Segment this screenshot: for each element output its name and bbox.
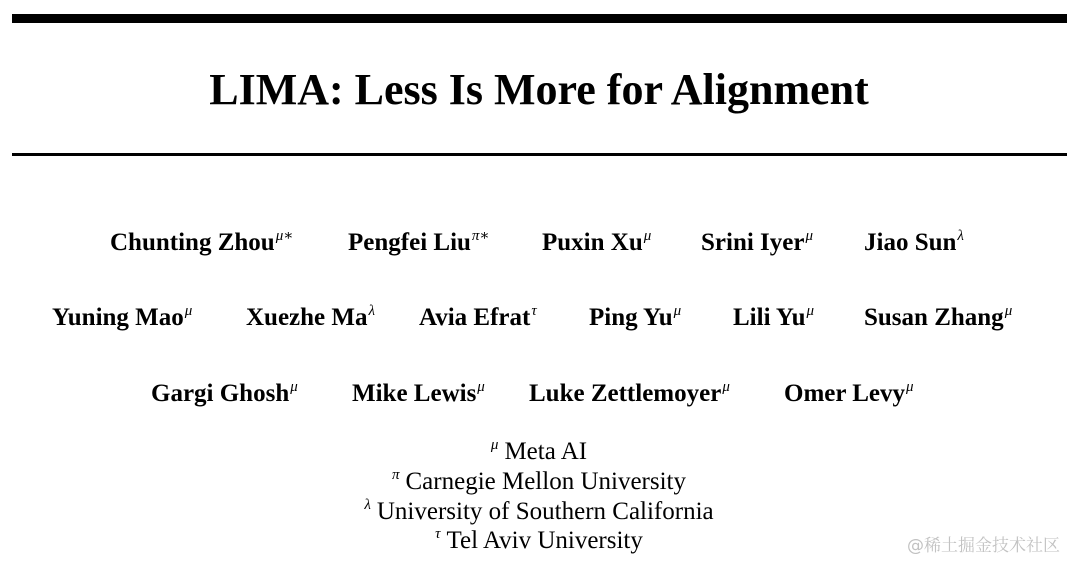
affiliation-mark: μ <box>184 303 193 319</box>
affiliation-mark: μ <box>722 379 730 395</box>
affiliation-cmu <box>0 467 1078 497</box>
author-mike-lewis <box>352 379 485 409</box>
affiliation-name: University of Southern California <box>376 498 714 525</box>
author-omer-levy <box>784 379 914 409</box>
author-xuezhe-ma <box>246 303 375 333</box>
author-jiao-sun <box>864 228 964 258</box>
affiliation-usc <box>0 497 1078 527</box>
author-susan-zhang <box>864 303 1012 333</box>
affiliation-mark: μ∗ <box>275 228 294 244</box>
author-name: Puxin Xu <box>542 229 643 256</box>
affiliation-mark: λ <box>364 497 371 513</box>
author-name: Srini Iyer <box>701 229 805 256</box>
author-ping-yu <box>589 303 681 333</box>
author-name: Luke Zettlemoyer <box>529 380 722 407</box>
watermark: @稀土掘金技术社区 <box>907 536 1060 556</box>
affiliation-mark: λ <box>957 228 964 244</box>
author-yuning-mao <box>52 303 192 333</box>
paper-title: LIMA: Less Is More for Alignment <box>209 65 869 114</box>
author-name: Susan Zhang <box>864 304 1004 331</box>
author-name: Pengfei Liu <box>348 229 471 256</box>
author-name: Yuning Mao <box>52 304 184 331</box>
affiliation-meta-ai <box>0 437 1078 467</box>
affiliation-mark: π <box>391 467 400 483</box>
author-name: Jiao Sun <box>864 229 957 256</box>
affiliation-mark: τ <box>435 526 441 542</box>
affiliation-mark: μ <box>906 379 914 395</box>
affiliation-mark: μ <box>805 228 813 244</box>
author-luke-zettlemoyer <box>529 379 730 409</box>
author-name: Omer Levy <box>784 380 906 407</box>
author-name: Gargi Ghosh <box>151 380 290 407</box>
title-bottom-rule <box>12 153 1067 156</box>
affiliation-mark: μ <box>477 379 485 395</box>
author-name: Avia Efrat <box>419 304 531 331</box>
affiliation-mark: τ <box>531 303 537 319</box>
author-gargi-ghosh <box>151 379 298 409</box>
affiliation-mark: μ <box>673 303 682 319</box>
affiliation-name: Tel Aviv University <box>446 527 643 554</box>
author-name: Ping Yu <box>589 304 673 331</box>
affiliation-mark: λ <box>368 303 375 319</box>
affiliation-mark: μ <box>643 228 652 244</box>
affiliation-mark: μ <box>490 437 499 453</box>
author-name: Lili Yu <box>733 304 806 331</box>
affiliation-mark: π∗ <box>471 228 490 244</box>
affiliation-name: Carnegie Mellon University <box>405 468 686 495</box>
affiliation-mark: μ <box>806 303 815 319</box>
affiliation-name: Meta AI <box>504 438 588 465</box>
author-pengfei-liu <box>348 228 490 258</box>
affiliation-mark: μ <box>290 379 298 395</box>
top-rule <box>12 14 1067 23</box>
author-name: Xuezhe Ma <box>246 304 368 331</box>
author-name: Mike Lewis <box>352 380 477 407</box>
affiliation-mark: μ <box>1004 303 1013 319</box>
author-chunting-zhou <box>110 228 293 258</box>
author-name: Chunting Zhou <box>110 229 275 256</box>
author-avia-efrat <box>419 303 537 333</box>
author-lili-yu <box>733 303 814 333</box>
author-puxin-xu <box>542 228 651 258</box>
author-srini-iyer <box>701 228 813 258</box>
